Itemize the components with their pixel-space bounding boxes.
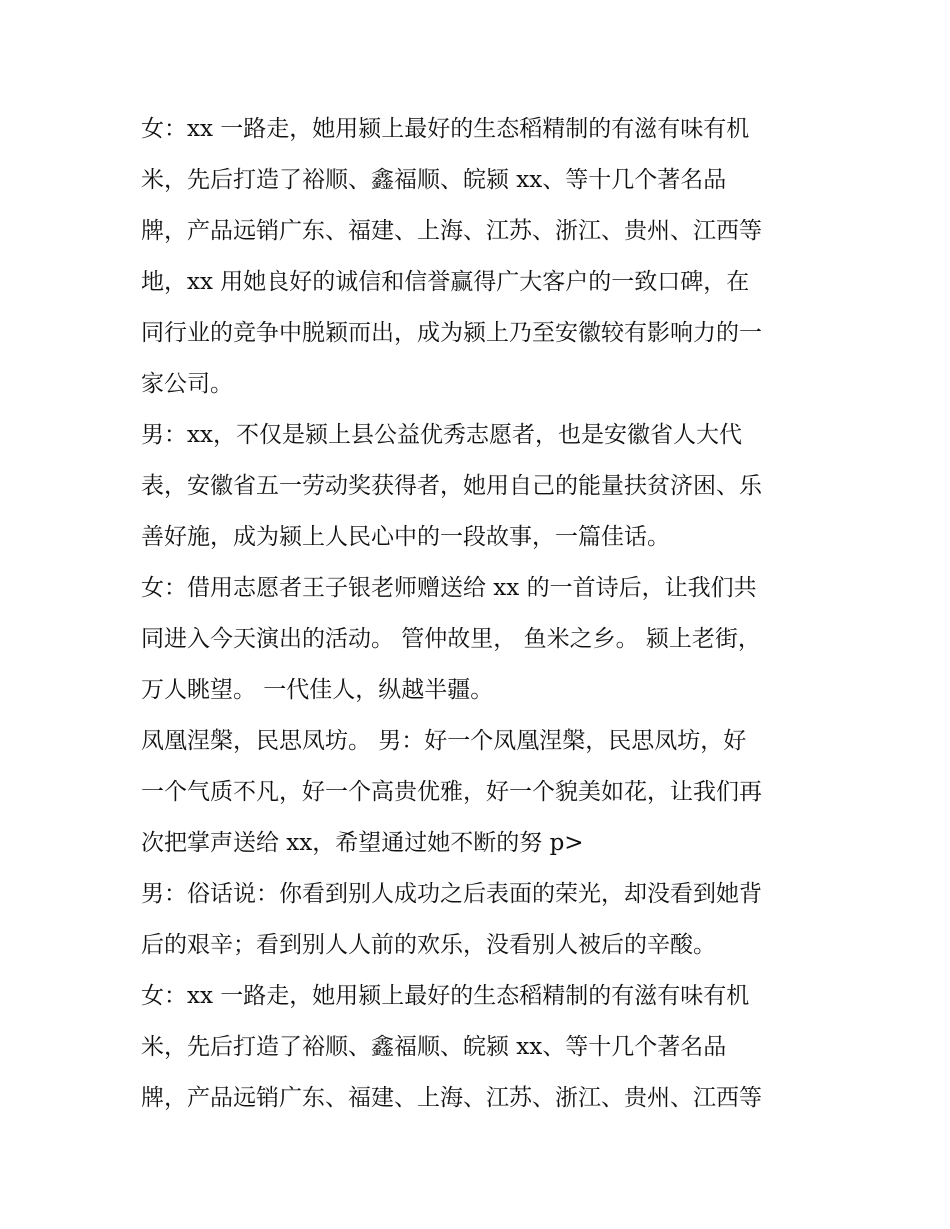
text-line: 米，先后打造了裕顺、鑫福顺、皖颍 xx、等十几个著名品 — [141, 167, 727, 193]
text-line: 一个气质不凡，好一个高贵优雅，好一个貌美如花，让我们再 — [141, 779, 762, 805]
text-line: 同进入今天演出的活动。 管仲故里， 鱼米之乡。 颍上老街， — [141, 626, 761, 652]
text-line: 女：借用志愿者王子银老师赠送给 xx 的一首诗后，让我们共 — [141, 575, 757, 601]
text-line: 男：俗话说：你看到别人成功之后表面的荣光，却没看到她背 — [141, 881, 762, 907]
text-line: 后的艰辛；看到别人人前的欢乐，没看别人被后的辛酸。 — [141, 932, 716, 958]
text-line: 牌，产品远销广东、福建、上海、江苏、浙江、贵州、江西等 — [141, 1085, 762, 1111]
text-line: 善好施，成为颍上人民心中的一段故事，一篇佳话。 — [141, 524, 670, 550]
text-line: 同行业的竞争中脱颖而出，成为颍上乃至安徽较有影响力的一 — [141, 320, 762, 346]
text-line: 男：xx，不仅是颍上县公益优秀志愿者，也是安徽省人大代 — [141, 422, 742, 448]
text-line: 地，xx 用她良好的诚信和信誉赢得广大客户的一致口碑，在 — [141, 269, 750, 295]
text-line: 万人眺望。 一代佳人，纵越半疆。 — [141, 677, 494, 703]
text-line: 牌，产品远销广东、福建、上海、江苏、浙江、贵州、江西等 — [141, 218, 762, 244]
text-line: 次把掌声送给 xx，希望通过她不断的努 p> — [141, 830, 584, 856]
text-line: 女：xx 一路走，她用颍上最好的生态稻精制的有滋有味有机 — [141, 983, 750, 1009]
text-line: 表，安徽省五一劳动奖获得者，她用自己的能量扶贫济困、乐 — [141, 473, 762, 499]
text-line: 米，先后打造了裕顺、鑫福顺、皖颍 xx、等十几个著名品 — [141, 1034, 727, 1060]
text-line: 凤凰涅槃，民思凤坊。 男：好一个凤凰涅槃，民思凤坊，好 — [141, 728, 747, 754]
text-line: 女：xx 一路走，她用颍上最好的生态稻精制的有滋有味有机 — [141, 116, 750, 142]
text-line: 家公司。 — [141, 371, 233, 397]
body-text — [141, 104, 821, 1124]
